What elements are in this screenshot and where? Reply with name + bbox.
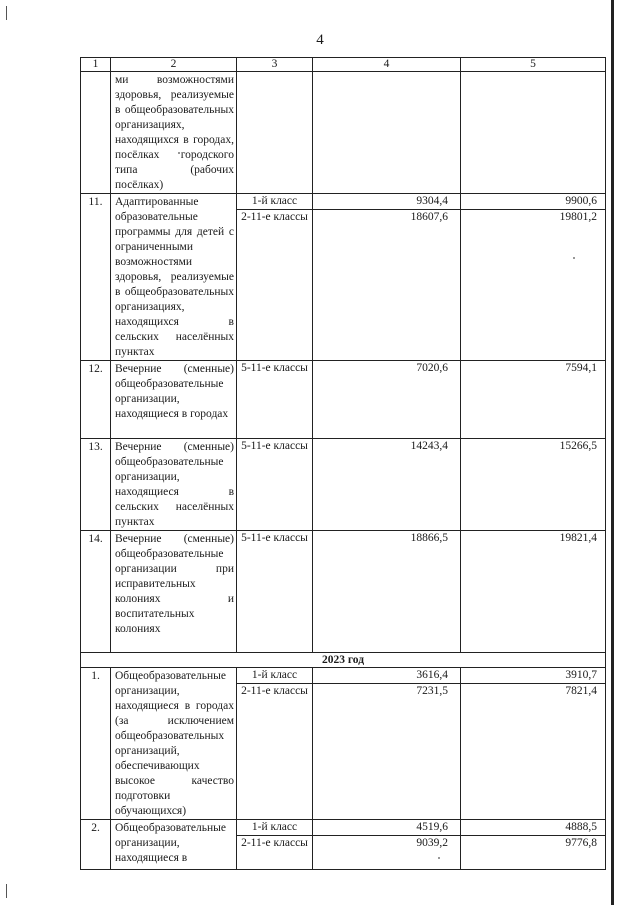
header-cell: 2 (111, 58, 237, 72)
class-label: 1-й класс (251, 821, 298, 833)
row-class (237, 531, 313, 653)
value-cell: 15266,5 (559, 440, 597, 452)
row-number (81, 72, 111, 194)
row-number: 13. (81, 439, 111, 531)
table-row (81, 531, 606, 653)
header-cell: 4 (313, 58, 461, 72)
scan-mark-bottom (6, 884, 7, 898)
class-label: 2-11-е классы (237, 835, 312, 851)
row-number: 1. (81, 668, 111, 820)
row-col4 (313, 531, 461, 653)
value-cell: 7231,5 (313, 683, 460, 699)
class-label: 5-11-е классы (241, 362, 308, 374)
value-cell: 3910,7 (565, 669, 597, 681)
class-label: 5-11-е классы (241, 440, 308, 452)
value-cell: 19801,2 (461, 209, 605, 225)
row-name: Адаптированные образовательные программы для детей с ограниченными возможностями здоровья, реализуемые в общеобразовательных организациях, находящихся в сельских населённых пунктах (111, 194, 237, 361)
row-number: 12. (81, 361, 111, 439)
class-label: 2-11-е классы (237, 209, 312, 225)
table-row (81, 439, 606, 531)
row-class (237, 439, 313, 531)
tariff-table (80, 57, 606, 870)
table-row (81, 194, 606, 361)
value-cell: 4519,6 (416, 821, 448, 833)
row-col5 (461, 439, 606, 531)
value-cell: 9776,8 (461, 835, 605, 851)
row-number: 2. (81, 820, 111, 870)
table-row (81, 361, 606, 439)
row-col5 (461, 531, 606, 653)
row-name: Вечерние (сменные) общеобразовательные организации при исправительных колониях и воспитательных колониях (111, 531, 237, 653)
value-cell: 9304,4 (416, 195, 448, 207)
row-col4 (313, 361, 461, 439)
value-cell: 7020,6 (416, 362, 448, 374)
row-number: 14. (81, 531, 111, 653)
row-name: Общеобразовательные организации, находящиеся в городах (за исключением общеобразовательных организаций, обеспечивающих высокое качество подготовки обучающихся) (111, 668, 237, 820)
page-number: 4 (316, 32, 324, 48)
value-cell: 7594,1 (565, 362, 597, 374)
class-label: 1-й класс (251, 195, 298, 207)
value-cell: 18866,5 (410, 532, 448, 544)
year-label: 2023 год (81, 653, 606, 668)
row-col4 (313, 194, 461, 361)
header-cell: 1 (81, 58, 111, 72)
class-label: 5-11-е классы (241, 532, 308, 544)
header-cell: 3 (237, 58, 313, 72)
row-class (237, 72, 313, 194)
row-name: ми возможностями здоровья, реализуемые в общеобразовательных организациях, находящихся в городах, посёлках городского типа (рабочих посёлках) (111, 72, 237, 194)
class-label: 1-й класс (251, 669, 298, 681)
row-col4 (313, 668, 461, 820)
class-label: 2-11-е классы (237, 683, 312, 699)
table-row (81, 820, 606, 870)
row-col4 (313, 72, 461, 194)
value-cell: 14243,4 (410, 440, 448, 452)
year-divider-row (81, 653, 606, 668)
table-row (81, 72, 606, 194)
scan-edge-line (611, 0, 614, 905)
table-row (81, 668, 606, 820)
value-cell: 9900,6 (565, 195, 597, 207)
row-col5 (461, 668, 606, 820)
row-name: Вечерние (сменные) общеобразовательные организации, находящиеся в городах (111, 361, 237, 439)
row-col4 (313, 820, 461, 870)
row-number: 11. (81, 194, 111, 361)
row-col5 (461, 361, 606, 439)
row-name: Вечерние (сменные) общеобразовательные организации, находящиеся в сельских населённых пунктах (111, 439, 237, 531)
row-name: Общеобразовательные организации, находящиеся в (111, 820, 237, 870)
header-cell: 5 (461, 58, 606, 72)
value-cell: 4888,5 (565, 821, 597, 833)
value-cell: 7821,4 (461, 683, 605, 699)
row-class (237, 194, 313, 361)
row-col5 (461, 820, 606, 870)
value-cell: 3616,4 (416, 669, 448, 681)
row-class (237, 668, 313, 820)
value-cell: 18607,6 (313, 209, 460, 225)
row-col5 (461, 194, 606, 361)
scan-mark-top (6, 6, 7, 20)
row-class (237, 361, 313, 439)
value-cell: 9039,2 (313, 835, 460, 851)
row-col5 (461, 72, 606, 194)
table-header-row (81, 58, 606, 72)
value-cell: 19821,4 (559, 532, 597, 544)
row-col4 (313, 439, 461, 531)
row-class (237, 820, 313, 870)
